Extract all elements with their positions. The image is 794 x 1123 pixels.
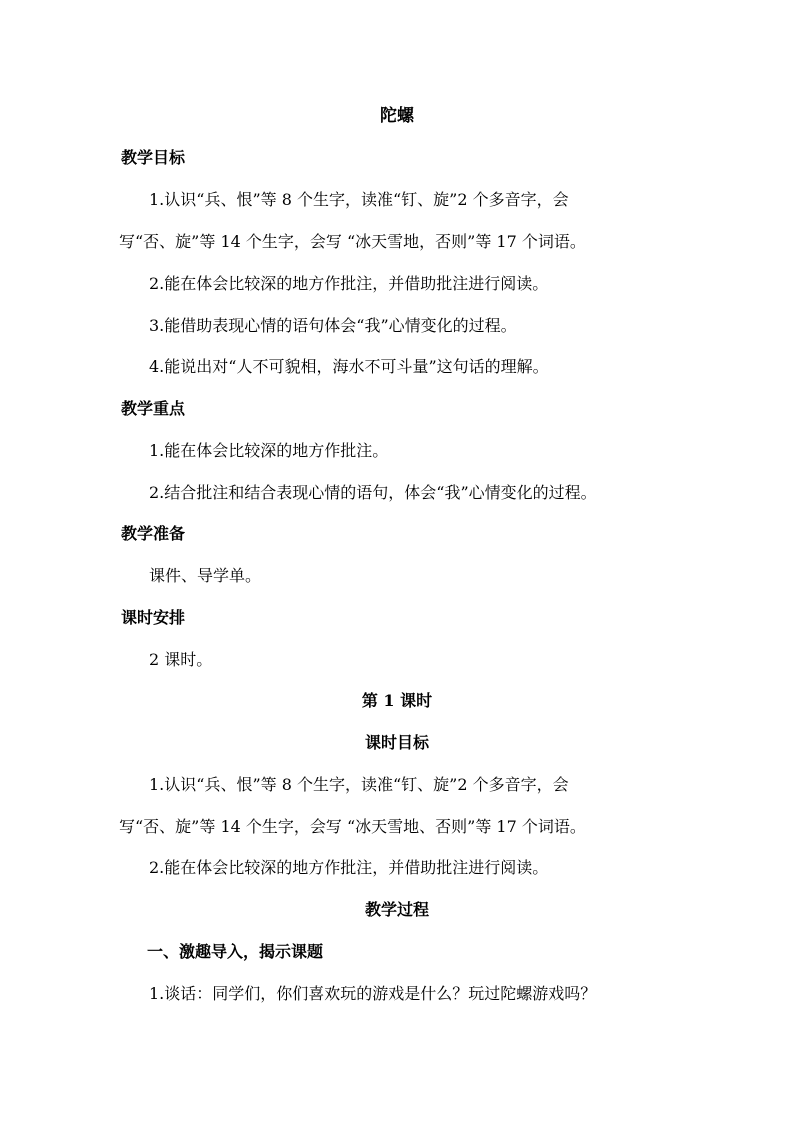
- teaching-process-heading: 教学过程: [364, 900, 429, 919]
- lesson-goal-item-1-continued: 写“否、旋”等 14 个生字，会写 “冰天雪地、否则”等 17 个词语。: [119, 817, 586, 836]
- key-points-heading: 教学重点: [121, 399, 186, 418]
- schedule-heading: 课时安排: [121, 608, 186, 627]
- goals-heading: 教学目标: [121, 148, 186, 167]
- schedule-text: 2 课时。: [149, 650, 213, 669]
- goal-item-1-continued: 写“否、旋”等 14 个生字，会写 “冰天雪地，否则”等 17 个词语。: [119, 232, 586, 251]
- document-title: 陀螺: [380, 106, 414, 126]
- goal-item-2: 2.能在体会比较深的地方作批注，并借助批注进行阅读。: [149, 274, 549, 293]
- key-point-2: 2.结合批注和结合表现心情的语句，体会“我”心情变化的过程。: [149, 483, 597, 502]
- lesson-1-heading: 第 1 课时: [361, 691, 433, 710]
- key-point-1: 1.能在体会比较深的地方作批注。: [149, 441, 389, 460]
- goal-item-1: 1.认识“兵、恨”等 8 个生字，读准“钉、旋”2 个多音字，会: [149, 190, 569, 209]
- goal-item-4: 4.能说出对“人不可貌相，海水不可斗量”这句话的理解。: [149, 357, 549, 376]
- part-1-heading: 一、激趣导入，揭示课题: [147, 942, 324, 961]
- lesson-goal-item-1: 1.认识“兵、恨”等 8 个生字，读准“钉、旋”2 个多音字，会: [149, 775, 569, 794]
- goal-item-3: 3.能借助表现心情的语句体会“我”心情变化的过程。: [149, 316, 517, 335]
- preparation-text: 课件、导学单。: [149, 566, 262, 585]
- part-1-item-1: 1.谈话：同学们，你们喜欢玩的游戏是什么？玩过陀螺游戏吗？: [149, 984, 597, 1003]
- lesson-goal-item-2: 2.能在体会比较深的地方作批注，并借助批注进行阅读。: [149, 858, 549, 877]
- preparation-heading: 教学准备: [121, 524, 186, 543]
- lesson-goals-heading: 课时目标: [364, 733, 429, 752]
